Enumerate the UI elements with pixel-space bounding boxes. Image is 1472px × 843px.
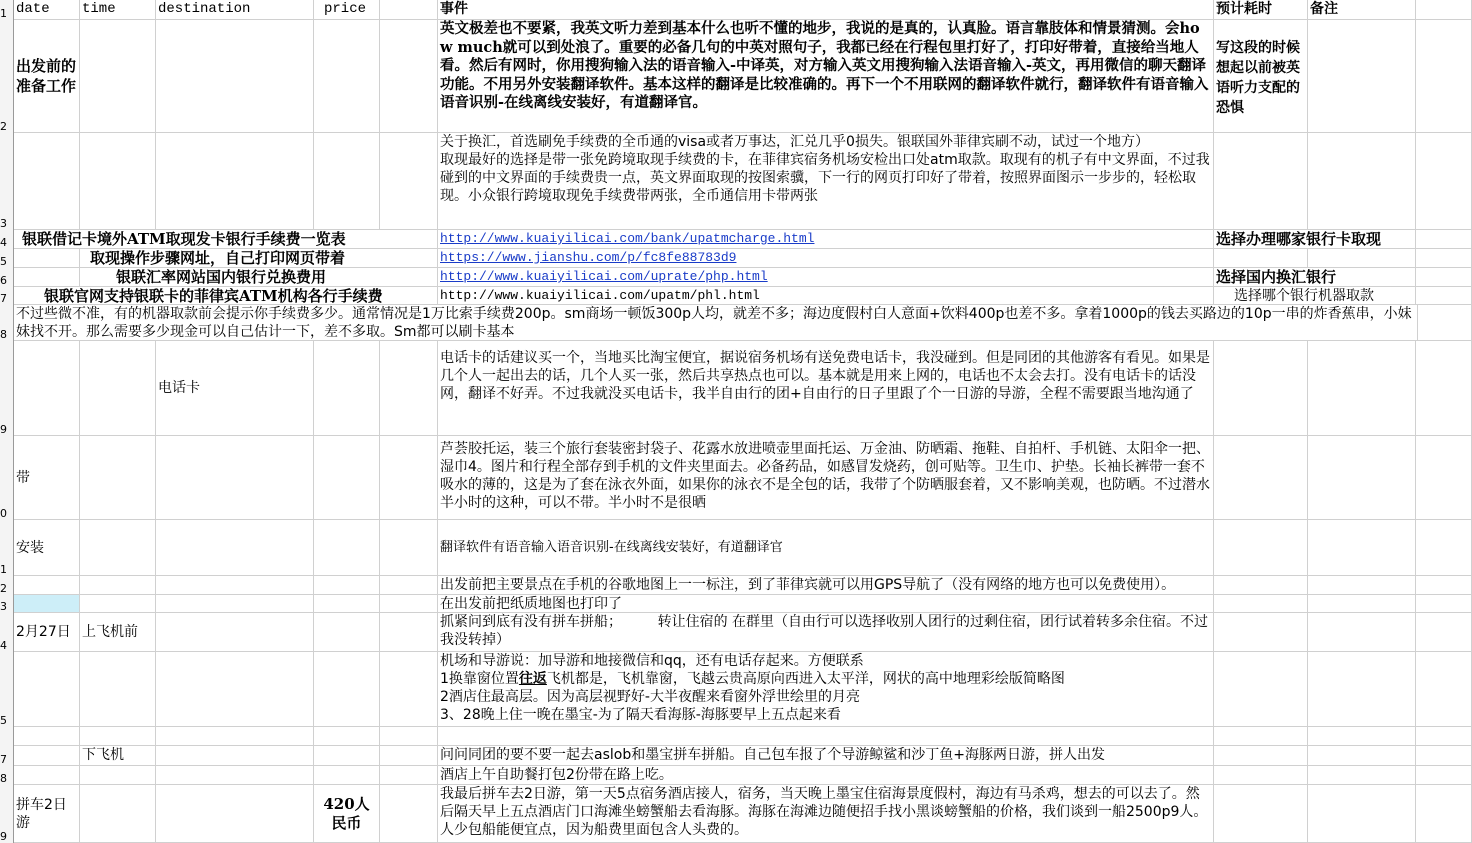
cell-empty[interactable] — [80, 520, 156, 576]
cell-empty[interactable] — [1214, 436, 1308, 520]
row-header-17[interactable]: 7 — [0, 746, 14, 766]
cell-empty[interactable] — [80, 785, 156, 843]
cell-empty[interactable] — [80, 576, 156, 595]
cell-empty[interactable] — [1214, 595, 1308, 613]
airport-tip-line-1: 机场和导游说：加导游和地接微信和qq，还有电话存起来。方便联系 — [440, 653, 864, 669]
cell-empty[interactable] — [380, 341, 438, 436]
row-header-12[interactable]: 2 — [0, 576, 14, 595]
cell-empty[interactable] — [1416, 341, 1472, 436]
cell-empty[interactable] — [314, 766, 380, 785]
cell-empty[interactable] — [14, 341, 80, 436]
cell-empty[interactable] — [1308, 436, 1416, 520]
row-header-4[interactable]: 4 — [0, 230, 14, 249]
cell-empty[interactable] — [156, 746, 314, 766]
cell-time-before-boarding[interactable]: 上飞机前 — [80, 613, 156, 652]
cell-empty[interactable] — [14, 576, 80, 595]
atm-fee-table-url[interactable]: http://www.kuaiyilicai.com/bank/upatmcharge.html — [440, 231, 815, 246]
cell-price-420[interactable]: 420人民币 — [314, 785, 380, 843]
withdraw-steps-link[interactable] — [438, 249, 1214, 268]
cell-empty[interactable] — [380, 576, 438, 595]
cell-empty[interactable] — [380, 652, 438, 727]
cell-empty[interactable] — [156, 520, 314, 576]
row-header-18[interactable]: 8 — [0, 766, 14, 785]
cell-empty[interactable] — [1416, 613, 1472, 652]
cell-empty[interactable] — [1416, 133, 1472, 230]
cell-empty[interactable] — [380, 613, 438, 652]
cell-empty[interactable] — [314, 133, 380, 230]
cell-empty[interactable] — [380, 766, 438, 785]
cell-empty[interactable] — [1308, 766, 1416, 785]
cell-destination-sim-card[interactable]: 电话卡 — [156, 341, 314, 436]
header-price[interactable]: price — [314, 0, 380, 20]
cell-empty[interactable] — [1308, 727, 1416, 746]
cell-empty[interactable] — [14, 766, 80, 785]
header-date[interactable]: date — [14, 0, 80, 20]
cell-empty[interactable] — [156, 576, 314, 595]
row-header-9[interactable]: 9 — [0, 341, 14, 436]
cell-event-hotel-breakfast[interactable]: 酒店上午自助餐打包2份带在路上吃。 — [438, 766, 1214, 785]
cell-empty[interactable] — [314, 520, 380, 576]
cell-empty[interactable] — [314, 595, 380, 613]
header-event[interactable]: 事件 — [438, 0, 1214, 20]
cell-empty[interactable] — [1308, 652, 1416, 727]
cell-empty[interactable] — [1308, 249, 1416, 268]
cell-empty[interactable] — [156, 595, 314, 613]
cell-empty[interactable] — [1416, 287, 1472, 305]
cell-time-after-landing[interactable]: 下飞机 — [80, 746, 156, 766]
cell-empty[interactable] — [1416, 0, 1472, 20]
cell-note-choose-atm[interactable]: 选择哪个银行机器取款 — [1214, 287, 1416, 305]
cell-empty[interactable] — [1416, 785, 1472, 843]
cell-empty[interactable] — [1214, 520, 1308, 576]
cell-empty[interactable] — [380, 595, 438, 613]
cell-event-google-maps[interactable]: 出发前把主要景点在手机的谷歌地图上一一标注，到了菲律宾就可以用GPS导航了（没有网络的地方也可以免费使用）。 — [438, 576, 1214, 595]
cell-empty[interactable] — [1214, 746, 1308, 766]
cell-event-sim-card[interactable]: 电话卡的话建议买一个，当地买比淘宝便宜，据说宿务机场有送免费电话卡，我没碰到。但是同团的其他游客有看见。如果是几个人一起出去的话，几个人买一张，然后共享热点也可以。基本就是用来上网的，电话也不太会去打。没有电话卡的话没网，翻译不好弄。不过我就没买电话卡，我半自由行的团+自由行的日子里跟了个一日游的导游，全程不需要跟当地沟通了 — [438, 341, 1214, 436]
cell-date-bring[interactable]: 带 — [14, 436, 80, 520]
airport-tip-line-3: 2酒店住最高层。因为高层视野好-大半夜醒来看窗外浮世绘里的月亮 — [440, 689, 860, 705]
row-header-14[interactable]: 4 — [0, 613, 14, 652]
cell-empty[interactable] — [1416, 576, 1472, 595]
cell-empty[interactable] — [380, 727, 438, 746]
cell-empty[interactable] — [1418, 305, 1472, 341]
cell-empty[interactable] — [14, 652, 80, 727]
cell-empty[interactable] — [156, 133, 314, 230]
cell-empty[interactable] — [380, 520, 438, 576]
cell-event-language-tips[interactable]: 英文极差也不要紧，我英文听力差到基本什么也听不懂的地步，我说的是真的，认真脸。语言靠肢体和情景猜测。会how much就可以到处浪了。重要的必备几句的中英对照句子，我都已经在行程包里打好了，打印好带着，直接给当地人看。然后有网时，你用搜狗输入法的语音输入-中译英，对方输入英文用搜狗输入法语音输入-英文，再用微信的聊天翻译功能。不用另外安装翻译软件。基本这样的翻译是比较准确的。再下一个不用联网的翻译软件就行，翻译软件有语音输入语音识别-在线离线安装好，有道翻译官。 — [438, 20, 1214, 133]
cell-empty[interactable] — [1214, 785, 1308, 843]
cell-empty[interactable] — [1308, 576, 1416, 595]
cell-empty[interactable] — [80, 133, 156, 230]
cell-empty[interactable] — [1416, 746, 1472, 766]
cell-event-paper-map[interactable]: 在出发前把纸质地图也打印了 — [438, 595, 1214, 613]
cell-est-time-note[interactable]: 写这段的时候想起以前被英语听力支配的恐惧 — [1214, 20, 1308, 133]
cell-date-2day-tour[interactable]: 拼车2日游 — [14, 785, 80, 843]
cell-empty[interactable] — [1308, 133, 1416, 230]
cell-empty[interactable] — [1308, 746, 1416, 766]
cell-empty[interactable] — [314, 727, 380, 746]
cell-empty[interactable] — [314, 20, 380, 133]
cell-empty[interactable] — [14, 249, 80, 268]
cell-empty[interactable] — [380, 785, 438, 843]
cell-empty[interactable] — [314, 341, 380, 436]
header-estimated-time[interactable]: 预计耗时 — [1214, 0, 1308, 20]
cell-unionpay-atm-label[interactable]: 银联官网支持银联卡的菲律宾ATM机构各行手续费 — [14, 287, 438, 305]
cell-withdraw-steps-label[interactable]: 取现操作步骤网址，自己打印网页带着 — [80, 249, 438, 268]
cell-empty[interactable] — [1214, 613, 1308, 652]
cell-event-carpool-lodging[interactable]: 抓紧问到底有没有拼车拼船； 转让住宿的 在群里（自由行可以选择收别人团行的过剩住宿，团行试着转多余住宿。不过我没转掉） — [438, 613, 1214, 652]
cell-empty[interactable] — [156, 766, 314, 785]
cell-empty[interactable] — [314, 613, 380, 652]
cell-empty[interactable] — [1416, 520, 1472, 576]
cell-empty[interactable] — [80, 436, 156, 520]
cell-empty[interactable] — [1416, 595, 1472, 613]
row-header-16[interactable] — [0, 727, 14, 746]
cell-selected[interactable] — [14, 595, 80, 613]
cell-empty[interactable] — [1416, 249, 1472, 268]
cell-empty[interactable] — [1416, 436, 1472, 520]
cell-empty[interactable] — [1214, 652, 1308, 727]
cell-event-airport-tips[interactable] — [438, 652, 1214, 727]
exchange-rate-link[interactable] — [438, 268, 1214, 287]
cell-empty[interactable] — [14, 268, 80, 287]
cell-empty[interactable] — [80, 652, 156, 727]
cell-empty[interactable] — [14, 746, 80, 766]
cell-exchange-rate-label[interactable]: 银联汇率网站国内银行兑换费用 — [80, 268, 438, 287]
cell-empty[interactable] — [80, 727, 156, 746]
row-header-3[interactable]: 3 — [0, 133, 14, 230]
row-header-15[interactable]: 5 — [0, 652, 14, 727]
airport-tip-line-2-end: 飞机都是，飞机靠窗，飞越云贵高原向西进入太平洋，网状的高中地理彩绘版简略图 — [546, 671, 1065, 687]
row-header-5[interactable]: 5 — [0, 249, 14, 268]
cell-empty[interactable] — [1416, 652, 1472, 727]
cell-empty[interactable] — [1214, 249, 1308, 268]
cell-empty[interactable] — [380, 746, 438, 766]
header-notes[interactable]: 备注 — [1308, 0, 1416, 20]
withdraw-steps-url[interactable]: https://www.jianshu.com/p/fc8fe88783d9 — [440, 250, 737, 265]
cell-event-currency-exchange[interactable]: 关于换汇，首选刷免手续费的全币通的visa或者万事达，汇兑几乎0损失。银联国外菲律宾刷不动，试过一个地方） 取现最好的选择是带一张免跨境取现手续费的卡，在菲律宾宿务机场安检出口处atm取款。取现有的机子有中文界面，不过我碰到的中文界面的手续费贵一点，英文界面取现的按图索骥，下一行的网页打印好了带着，按照界面图示一步步的，轻松取现。小众银行跨境取现免手续费带两张，全币通信用卡带两张 — [438, 133, 1214, 230]
header-destination[interactable]: destination — [156, 0, 314, 20]
atm-fee-table-link[interactable] — [438, 230, 1214, 249]
row-header-2[interactable]: 2 — [0, 20, 14, 133]
row-header-13[interactable]: 3 — [0, 595, 14, 613]
cell-unionpay-atm-url[interactable]: http://www.kuaiyilicai.com/upatm/phl.html — [438, 287, 1214, 305]
cell-empty[interactable] — [380, 0, 438, 20]
cell-empty[interactable] — [1308, 520, 1416, 576]
airport-tip-line-2-start: 1换靠窗位置 — [440, 671, 519, 687]
cell-empty[interactable] — [1416, 766, 1472, 785]
cell-empty[interactable] — [156, 727, 314, 746]
cell-date-feb27[interactable]: 2月27日 — [14, 613, 80, 652]
cell-empty[interactable] — [380, 133, 438, 230]
cell-empty[interactable] — [1416, 727, 1472, 746]
cell-cash-estimate-note[interactable]: 不过些微不准，有的机器取款前会提示你手续费多少。通常情况是1万比索手续费200p。sm商场一顿饭300p人均，就差不多；海边度假村白人意面+饮料400p也差不多。拿着1000p的钱去买路边的10p一串的炸香蕉串，小妹妹找不开。那么需要多少现金可以自己估计一下，差不多取。Sm都可以刷卡基本 — [14, 305, 1418, 341]
cell-date-install[interactable]: 安装 — [14, 520, 80, 576]
row-header-7[interactable]: 7 — [0, 287, 14, 305]
cell-empty[interactable] — [156, 652, 314, 727]
row-header-10[interactable]: 0 — [0, 436, 14, 520]
cell-empty[interactable] — [80, 766, 156, 785]
airport-tip-line-2 — [440, 670, 1211, 688]
cell-note-choose-bank[interactable]: 选择办理哪家银行卡取现 — [1214, 230, 1416, 249]
cell-empty[interactable] — [1308, 613, 1416, 652]
cell-empty[interactable] — [1214, 576, 1308, 595]
cell-event-packing-list[interactable]: 芦荟胶托运，装三个旅行套装密封袋子、花露水放进喷壶里面托运、万金油、防晒霜、拖鞋、自拍杆、手机链、太阳伞一把、湿巾4。图片和行程全部存到手机的文件夹里面去。必备药品，如感冒发烧药，创可贴等。卫生巾、护垫。长袖长裤带一套不吸水的薄的，这是为了套在泳衣外面，如果你的泳衣不是全包的话，我带了个防晒服套着，又不影响美观，也防晒。不过潜水半小时的这种，可以不带。半小时不是很晒 — [438, 436, 1214, 520]
cell-empty[interactable] — [1214, 341, 1308, 436]
cell-note-choose-domestic-bank[interactable]: 选择国内换汇银行 — [1214, 268, 1416, 287]
row-header-6[interactable]: 6 — [0, 268, 14, 287]
cell-event-carpool-ask[interactable]: 问问同团的要不要一起去aslob和墨宝拼车拼船。自己包车报了个导游鲸鲨和沙丁鱼+海豚两日游，拼人出发 — [438, 746, 1214, 766]
cell-empty[interactable] — [14, 727, 80, 746]
cell-empty[interactable] — [156, 785, 314, 843]
cell-empty[interactable] — [1416, 268, 1472, 287]
cell-empty[interactable] — [80, 341, 156, 436]
cell-atm-fee-table-label[interactable]: 银联借记卡境外ATM取现发卡银行手续费一览表 — [14, 230, 438, 249]
cell-empty[interactable] — [1214, 727, 1308, 746]
cell-empty[interactable] — [1308, 785, 1416, 843]
cell-empty[interactable] — [14, 133, 80, 230]
cell-empty[interactable] — [80, 595, 156, 613]
cell-empty[interactable] — [380, 436, 438, 520]
cell-empty[interactable] — [156, 613, 314, 652]
row-header-19[interactable]: 9 — [0, 785, 14, 843]
cell-empty[interactable] — [314, 652, 380, 727]
cell-date-preparation[interactable]: 出发前的准备工作 — [14, 20, 80, 133]
exchange-rate-url[interactable]: http://www.kuaiyilicai.com/uprate/php.html — [440, 269, 768, 284]
cell-empty[interactable] — [314, 576, 380, 595]
airport-tip-line-2-emphasis: 往返 — [518, 671, 547, 687]
airport-tip-line-4: 3、28晚上住一晚在墨宝-为了隔天看海豚-海豚要早上五点起来看 — [440, 707, 841, 723]
cell-empty[interactable] — [1416, 20, 1472, 133]
row-header-8[interactable]: 8 — [0, 305, 14, 341]
cell-empty[interactable] — [1308, 595, 1416, 613]
header-time[interactable]: time — [80, 0, 156, 20]
row-header-1[interactable]: 1 — [0, 0, 14, 20]
cell-empty[interactable] — [1416, 230, 1472, 249]
cell-event-translate-app[interactable]: 翻译软件有语音输入语音识别-在线离线安装好，有道翻译官 — [438, 520, 1214, 576]
cell-empty[interactable] — [1308, 341, 1416, 436]
row-header-11[interactable]: 1 — [0, 520, 14, 576]
cell-empty[interactable] — [380, 20, 438, 133]
cell-empty[interactable] — [156, 20, 314, 133]
cell-empty[interactable] — [1214, 766, 1308, 785]
cell-empty[interactable] — [1214, 133, 1308, 230]
cell-empty[interactable] — [438, 727, 1214, 746]
cell-empty[interactable] — [314, 746, 380, 766]
cell-event-2day-tour[interactable]: 我最后拼车去2日游，第一天5点宿务酒店接人，宿务，当天晚上墨宝住宿海景度假村，海边有马杀鸡，想去的可以去了。然后隔天早上五点酒店门口海滩坐螃蟹船去看海豚。海豚在海滩边随便招手找小黑谈螃蟹船的价格，我们谈到一船2500p9人。人少包船能便宜点，因为船费里面包含人头费的。 — [438, 785, 1214, 843]
cell-empty[interactable] — [80, 20, 156, 133]
cell-empty[interactable] — [314, 436, 380, 520]
cell-empty[interactable] — [156, 436, 314, 520]
cell-empty[interactable] — [1308, 20, 1416, 133]
